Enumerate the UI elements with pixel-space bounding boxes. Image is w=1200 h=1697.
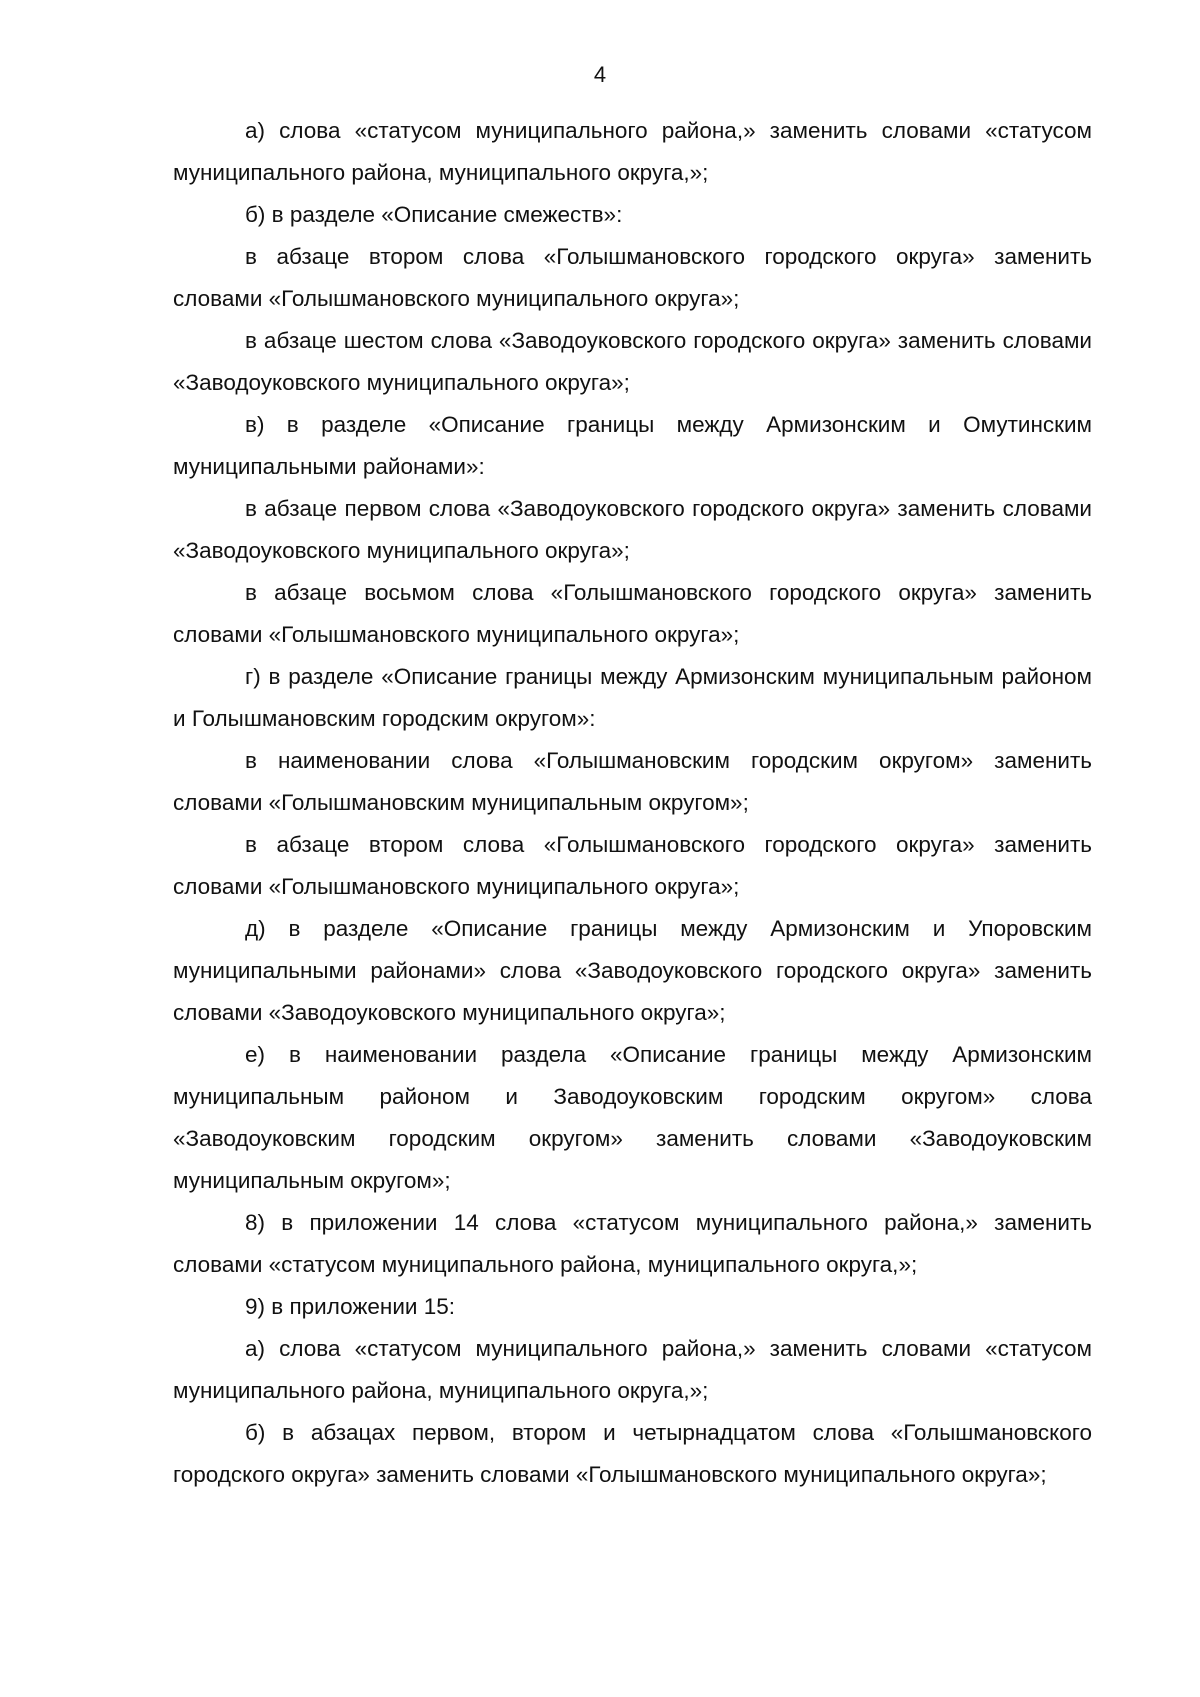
paragraph-a-status: а) слова «статусом муниципального района,» заменить словами «статусом муниципального района, муниципального округа,»; — [173, 118, 1092, 185]
paragraph-9-appendix-15: 9) в приложении 15: — [245, 1294, 456, 1319]
paragraph-second-abzats: в абзаце втором слова «Голышмановского городского округа» заменить словами «Голышмановского муниципального округа»; — [173, 244, 1092, 311]
paragraph-b-appendix-15-abzatsy: б) в абзацах первом, втором и четырнадцатом слова «Голышмановского городского округа» заменить словами «Голышмановского муниципального округа»; — [173, 1420, 1092, 1487]
paragraph-sixth-abzats: в абзаце шестом слова «Заводоуковского городского округа» заменить словами «Заводоуковского муниципального округа»; — [173, 328, 1092, 395]
paragraph-first-abzats: в абзаце первом слова «Заводоуковского городского округа» заменить словами «Заводоуковского муниципального округа»; — [173, 496, 1092, 563]
paragraph-eighth-abzats: в абзаце восьмом слова «Голышмановского городского округа» заменить словами «Голышмановского муниципального округа»; — [173, 580, 1092, 647]
paragraph-v-omutinsky-border: в) в разделе «Описание границы между Армизонским и Омутинским муниципальными районами»: — [173, 412, 1092, 479]
paragraph-g-golyshmanovo-border: г) в разделе «Описание границы между Армизонским муниципальным районом и Голышмановским городским округом»: — [173, 664, 1092, 731]
paragraph-title-rename: в наименовании слова «Голышмановским городским округом» заменить словами «Голышмановским муниципальным округом»; — [173, 748, 1092, 815]
paragraph-a-appendix-15-status: а) слова «статусом муниципального района,» заменить словами «статусом муниципального района, муниципального округа,»; — [173, 1336, 1092, 1403]
paragraph-8-appendix-14: 8) в приложении 14 слова «статусом муниципального района,» заменить словами «статусом муниципального района, муниципального округа,»; — [173, 1210, 1092, 1277]
paragraph-b-adjacency-section: б) в разделе «Описание смежеств»: — [245, 202, 623, 227]
paragraph-d-uporovsky-border: д) в разделе «Описание границы между Армизонским и Упоровским муниципальными районами» слова «Заводоуковского городского округа» заменить словами «Заводоуковского муниципального округа»; — [173, 916, 1092, 1025]
paragraph-e-zavodoukovsk-border: е) в наименовании раздела «Описание границы между Армизонским муниципальным районом и Заводоуковским городским округом» слова «Заводоуковским городским округом» заменить словами «Заводоуковским муниципальным округом»; — [173, 1042, 1092, 1193]
paragraph-second-abzats-golyshmanovo: в абзаце втором слова «Голышмановского городского округа» заменить словами «Голышмановского муниципального округа»; — [173, 832, 1092, 899]
document-body — [173, 110, 1092, 1496]
page-number: 4 — [593, 62, 607, 87]
